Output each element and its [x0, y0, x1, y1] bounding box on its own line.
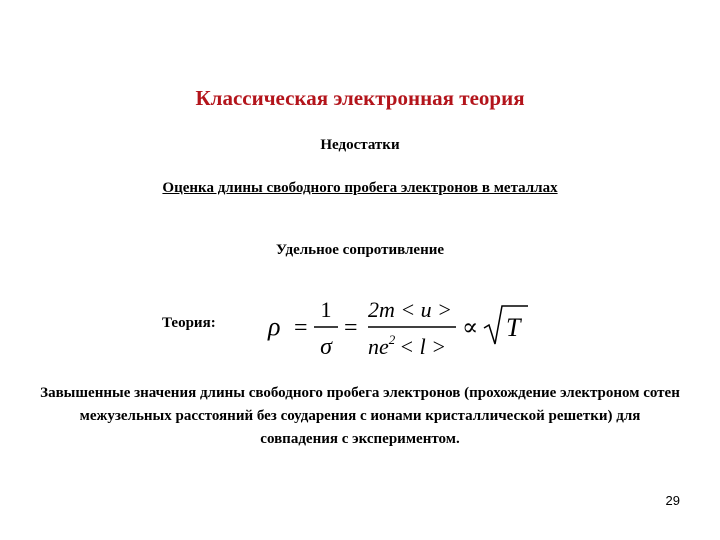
slide-title: Классическая электронная теория [195, 86, 525, 110]
formula-frac1-denominator: σ [320, 334, 332, 360]
theory-label: Теория: [162, 315, 216, 331]
slide-subtitle: Недостатки [320, 137, 400, 153]
page-number: 29 [665, 493, 680, 508]
formula-proportional: ∝ [462, 315, 479, 341]
formula-frac2-denominator [368, 332, 446, 359]
formula-frac1-numerator: 1 [320, 297, 332, 322]
resistivity-label: Удельное сопротивление [275, 242, 445, 258]
resistivity-formula [262, 290, 542, 362]
formula-equals-1: = [294, 315, 308, 341]
formula-frac2-den-exp: 2 [388, 332, 396, 347]
formula-equals-2: = [344, 315, 358, 341]
formula-frac2-den-base: ne [368, 334, 389, 359]
formula-frac2-den-rest: < l > [399, 334, 447, 359]
formula-rho: ρ [268, 312, 281, 341]
conclusion-text: Завышенные значения длины свободного пробега электронов (прохождение электроном сотен межузельных расстояний без соударения с ионами кристаллической решетки) для совпадения с экспериментом. [40, 385, 680, 447]
formula-radicand: T [506, 313, 521, 342]
topic-heading: Оценка длины свободного пробега электронов в металлах [162, 180, 558, 196]
formula-frac2-numerator: 2m < u > [367, 297, 453, 322]
